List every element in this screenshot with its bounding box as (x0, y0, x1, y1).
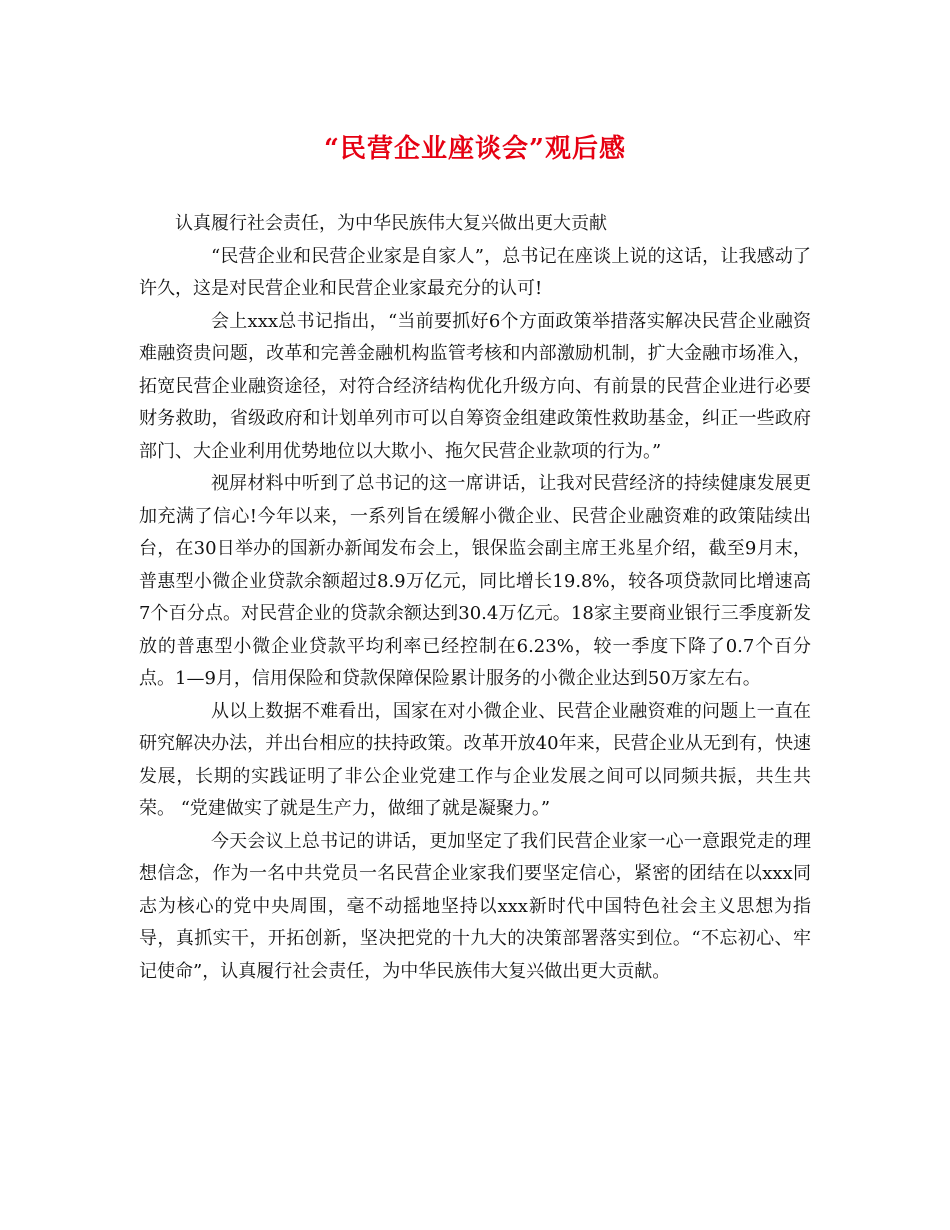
paragraph: 视屏材料中听到了总书记的这一席讲话，让我对民营经济的持续健康发展更加充满了信心!今年以来，一系列旨在缓解小微企业、民营企业融资难的政策陆续出台，在30日举办的国新办新闻发布会上，银保监会副主席王兆星介绍，截至9月末，普惠型小微企业贷款余额超过8.9万亿元，同比增长19.8%，较各项贷款同比增速高7个百分点。对民营企业的贷款余额达到30.4万亿元。18家主要商业银行三季度新发放的普惠型小微企业贷款平均利率已经控制在6.23%，较一季度下降了0.7个百分点。1—9月，信用保险和贷款保障保险累计服务的小微企业达到50万家左右。 (139, 473, 811, 689)
paragraph: 今天会议上总书记的讲话，更加坚定了我们民营企业家一心一意跟党走的理想信念，作为一名中共党员一名民营企业家我们要坚定信心，紧密的团结在以xxx同志为核心的党中央周围，毫不动摇地坚持以xxx新时代中国特色社会主义思想为指导，真抓实干，开拓创新，坚决把党的十九大的决策部署落实到位。“不忘初心、牢记使命”，认真履行社会责任，为中华民族伟大复兴做出更大贡献。 (139, 830, 811, 982)
paragraph: “民营企业和民营企业家是自家人”，总书记在座谈上说的这话，让我感动了许久，这是对民营企业和民营企业家最充分的认可! (139, 245, 811, 299)
document-subtitle: 认真履行社会责任，为中华民族伟大复兴做出更大贡献 (175, 213, 607, 234)
document-title: “民营企业座谈会”观后感 (324, 134, 626, 164)
paragraph: 从以上数据不难看出，国家在对小微企业、民营企业融资难的问题上一直在研究解决办法，并出台相应的扶持政策。改革开放40年来，民营企业从无到有，快速发展，长期的实践证明了非公企业党建工作与企业发展之间可以同频共振，共生共荣。 “党建做实了就是生产力，做细了就是凝聚力。” (139, 700, 811, 819)
document-body (139, 208, 811, 988)
paragraph: 会上xxx总书记指出，“当前要抓好6个方面政策举措落实解决民营企业融资难融资贵问题，改革和完善金融机构监管考核和内部激励机制，扩大金融市场准入，拓宽民营企业融资途径，对符合经济结构优化升级方向、有前景的民营企业进行必要财务救助，省级政府和计划单列市可以自筹资金组建政策性救助基金，纠正一些政府部门、大企业利用优势地位以大欺小、拖欠民营企业款项的行为。” (139, 310, 811, 462)
